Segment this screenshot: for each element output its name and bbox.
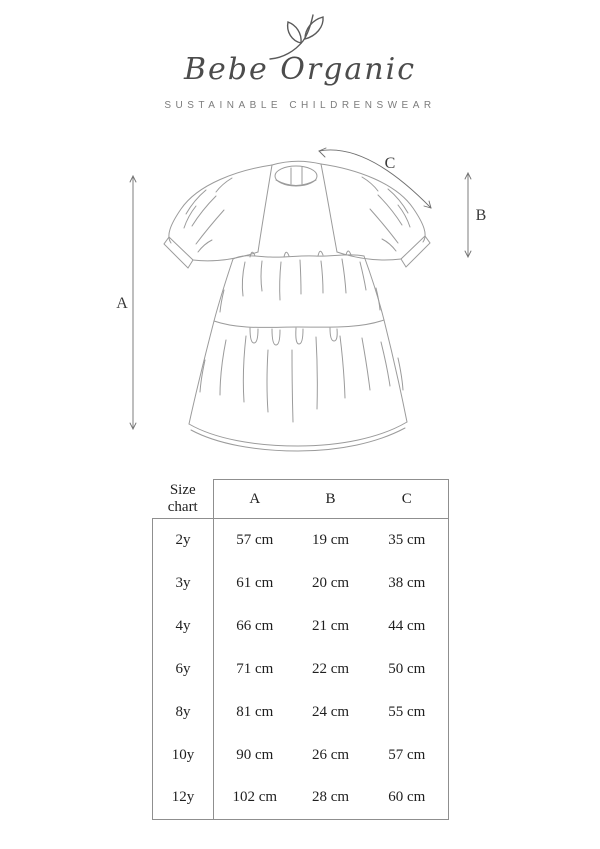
measure-label-c: C	[384, 155, 396, 172]
table-row	[153, 777, 449, 820]
value-a: 102 cm	[214, 777, 296, 820]
value-c: 60 cm	[366, 777, 449, 820]
size-label: 2y	[153, 519, 214, 562]
dress-bodice	[258, 161, 337, 252]
size-chart-title-line2: chart	[167, 498, 198, 515]
table-row	[153, 605, 449, 648]
table-row	[153, 691, 449, 734]
value-c: 55 cm	[366, 691, 449, 734]
value-b: 24 cm	[311, 703, 350, 720]
measure-arrow-a	[130, 176, 136, 429]
value-c: 50 cm	[366, 648, 449, 691]
size-chart-header-row	[153, 480, 449, 519]
value-c: 57 cm	[366, 734, 449, 777]
size-label: 6y	[153, 648, 214, 691]
size-label: 8y	[153, 691, 214, 734]
column-header-b: B	[296, 480, 366, 519]
dress-tier-1	[214, 251, 384, 327]
size-label: 12y	[153, 777, 214, 820]
value-b: 19 cm	[311, 531, 350, 548]
measure-label-b: B	[475, 207, 487, 224]
value-c: 38 cm	[366, 562, 449, 605]
dress-tier-2	[189, 320, 407, 451]
value-b: 22 cm	[311, 660, 350, 677]
dress-sketch	[164, 161, 430, 451]
table-row	[153, 648, 449, 691]
value-a: 61 cm	[214, 562, 296, 605]
size-chart-title	[153, 480, 214, 519]
measure-label-a: A	[116, 295, 128, 312]
size-label: 10y	[153, 734, 214, 777]
value-a: 57 cm	[214, 519, 296, 562]
value-b: 26 cm	[311, 746, 350, 763]
table-row	[153, 562, 449, 605]
dress-sleeve-left	[164, 165, 272, 268]
column-header-c: C	[366, 480, 449, 519]
measure-arrow-b	[465, 173, 471, 257]
value-a: 90 cm	[214, 734, 296, 777]
size-label: 4y	[153, 605, 214, 648]
brand-tagline: SUSTAINABLE CHILDRENSWEAR	[164, 100, 436, 111]
value-a: 66 cm	[214, 605, 296, 648]
column-header-a: A	[214, 480, 296, 519]
table-row	[153, 519, 449, 562]
value-c: 44 cm	[366, 605, 449, 648]
table-row	[153, 734, 449, 777]
value-b: 20 cm	[311, 574, 350, 591]
value-a: 81 cm	[214, 691, 296, 734]
size-chart-title-line1: Size	[169, 481, 196, 498]
value-b: 21 cm	[311, 617, 350, 634]
size-label: 3y	[153, 562, 214, 605]
measure-arrow-c	[319, 148, 431, 208]
value-c: 35 cm	[366, 519, 449, 562]
value-a: 71 cm	[214, 648, 296, 691]
brand-name: Bebe Organic	[183, 52, 417, 87]
size-chart-table	[152, 479, 449, 820]
value-b: 28 cm	[296, 777, 366, 820]
